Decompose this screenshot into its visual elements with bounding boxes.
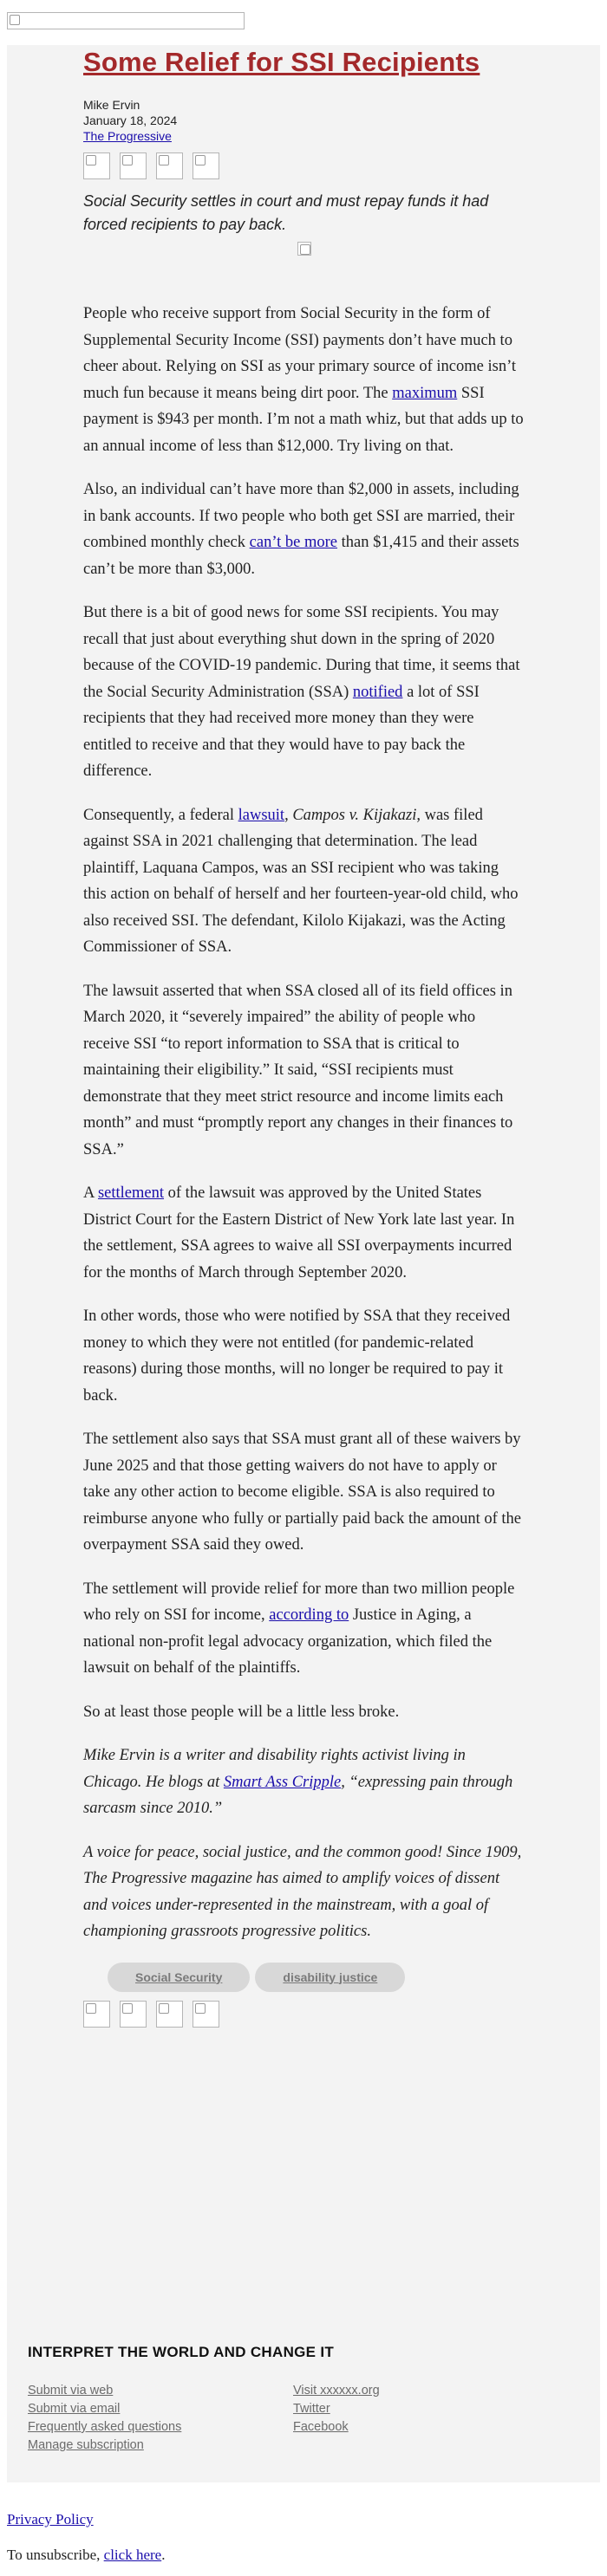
facebook-link[interactable]: Facebook: [293, 2420, 349, 2434]
settlement-link[interactable]: settlement: [97, 1184, 165, 1202]
manage-subscription-link[interactable]: Manage subscription: [28, 2438, 144, 2452]
submit-email-link[interactable]: Submit via email: [28, 2402, 121, 2416]
paragraph: In other words, those who were notified by SSA that they received money to which they were not entitled (for pandemic-related reasons) during those months, will no longer be required to pay it back.: [83, 1307, 511, 1405]
author-name: Mike Ervin: [83, 98, 140, 112]
share-icon[interactable]: [120, 2001, 147, 2028]
paragraph: So at least those people will be a little less broke.: [83, 1703, 400, 1721]
paragraph: Also, an individual can’t have more than $2,000 in assets, including in bank accounts. If two people who both get SSI are married, their combined monthly check can’t be more than $1,415 and their assets can’t be more than $3,000.: [83, 481, 519, 578]
paragraph: The lawsuit asserted that when SSA closed all of its field offices in March 2020, it “severely impaired” the ability of people who receive SSI “to report information to SSA that is critical to maintaining their eligibility.” It said, “SSI recipients must demonstrate that they meet strict resource and income limits each month” and must “promptly report any changes in their finances to SSA.”: [83, 982, 513, 1158]
blog-link[interactable]: Smart Ass Cripple: [223, 1773, 342, 1791]
twitter-link[interactable]: Twitter: [293, 2402, 330, 2416]
maximum-link[interactable]: maximum: [392, 384, 458, 402]
share-icons-top: [83, 152, 525, 179]
paragraph: But there is a bit of good news for some SSI recipients. You may recall that just about everything shut down in the spring of 2020 because of the COVID-19 pandemic. During that time, it seems that the Social Security Administration (SSA) notified a lot of SSI recipients that they had received more money than they were entitled to receive and that they would have to pay back the difference.: [83, 604, 520, 780]
article-dek: Social Security settles in court and must repay funds it had forced recipients to pay back.: [83, 192, 489, 233]
share-icons-bottom: [83, 2001, 525, 2028]
article-title[interactable]: Some Relief for SSI Recipients: [83, 47, 480, 77]
footer-links: [28, 2382, 565, 2455]
mission-statement: A voice for peace, social justice, and the common good! Since 1909, The Progressive magazine has aimed to amplify voices of dissent and voices under-represented in the mainstream, with a goal of championing grassroots progressive politics.: [83, 1843, 522, 1940]
tag-social-security[interactable]: Social Security: [108, 1963, 250, 1992]
faq-link[interactable]: Frequently asked questions: [28, 2420, 182, 2434]
tag-list: [83, 1963, 525, 1992]
footer-heading: INTERPRET THE WORLD AND CHANGE IT: [28, 2344, 335, 2360]
footer-right-links: [293, 2382, 558, 2455]
header-banner-image: [7, 12, 245, 29]
author-bio: Mike Ervin is a writer and disability rights activist living in Chicago. He blogs at Smart Ass Cripple, “expressing pain through sarcasm since 2010.”: [83, 1747, 513, 1817]
article: [83, 45, 525, 2028]
share-icon[interactable]: [193, 2001, 219, 2028]
article-body: [83, 301, 525, 1945]
footer: [28, 2344, 565, 2455]
lawsuit-link[interactable]: lawsuit: [238, 806, 285, 824]
publish-date: January 18, 2024: [83, 114, 178, 127]
publication-link[interactable]: The Progressive: [83, 129, 172, 143]
tag-disability-justice[interactable]: disability justice: [255, 1963, 405, 1992]
paragraph: The settlement will provide relief for more than two million people who rely on SSI for income, according to Justice in Aging, a national non-profit legal advocacy organization, which filed the lawsuit on behalf of the plaintiffs.: [83, 1580, 515, 1677]
paragraph: A settlement of the lawsuit was approved by the United States District Court for the Eastern District of New York late last year. In the settlement, SSA agrees to waive all SSI overpayments incurred for the months of March through September 2020.: [83, 1184, 515, 1282]
share-icon[interactable]: [83, 2001, 110, 2028]
share-icon[interactable]: [83, 152, 110, 179]
visit-site-link[interactable]: Visit xxxxxx.org: [293, 2384, 380, 2398]
unsubscribe-row: To unsubscribe, click here.: [7, 2547, 166, 2563]
footer-left-links: [28, 2382, 293, 2455]
unsubscribe-link[interactable]: click here: [103, 2547, 162, 2563]
privacy-policy-link[interactable]: Privacy Policy: [7, 2511, 94, 2527]
newsletter-card: [7, 45, 600, 2482]
share-icon[interactable]: [156, 152, 183, 179]
article-meta: [83, 97, 525, 144]
notified-link[interactable]: notified: [352, 683, 403, 701]
share-icon[interactable]: [120, 152, 147, 179]
cant-be-more-link[interactable]: can’t be more: [249, 534, 338, 551]
paragraph: People who receive support from Social Security in the form of Supplemental Security Income (SSI) payments don’t have much to cheer about. Relying on SSI as your primary source of income isn’t much fun because it means being dirt poor. The maximum SSI payment is $943 per month. I’m not a math whiz, but that adds up to an annual income of less than $12,000. Try living on that.: [83, 305, 524, 455]
privacy-row: [7, 2511, 94, 2528]
hero-image: [83, 242, 525, 259]
share-icon[interactable]: [193, 152, 219, 179]
according-to-link[interactable]: according to: [269, 1606, 349, 1624]
case-name: Campos v. Kijakazi: [292, 806, 417, 824]
paragraph: Consequently, a federal lawsuit, Campos v. Kijakazi, was filed against SSA in 2021 challenging that determination. The lead plaintiff, Laquana Campos, was an SSI recipient who was taking this action on behalf of herself and her fourteen-year-old child, who also received SSI. The defendant, Kilolo Kijakazi, was the Acting Commissioner of SSA.: [83, 806, 519, 956]
paragraph: The settlement also says that SSA must grant all of these waivers by June 2025 and that those getting waivers do not have to apply or take any other action to become eligible. SSA is also required to reimburse anyone who fully or partially paid back the amount of the overpayment SSA said they owed.: [83, 1431, 522, 1554]
broken-image-icon: [297, 242, 311, 256]
share-icon[interactable]: [156, 2001, 183, 2028]
submit-web-link[interactable]: Submit via web: [28, 2384, 114, 2398]
